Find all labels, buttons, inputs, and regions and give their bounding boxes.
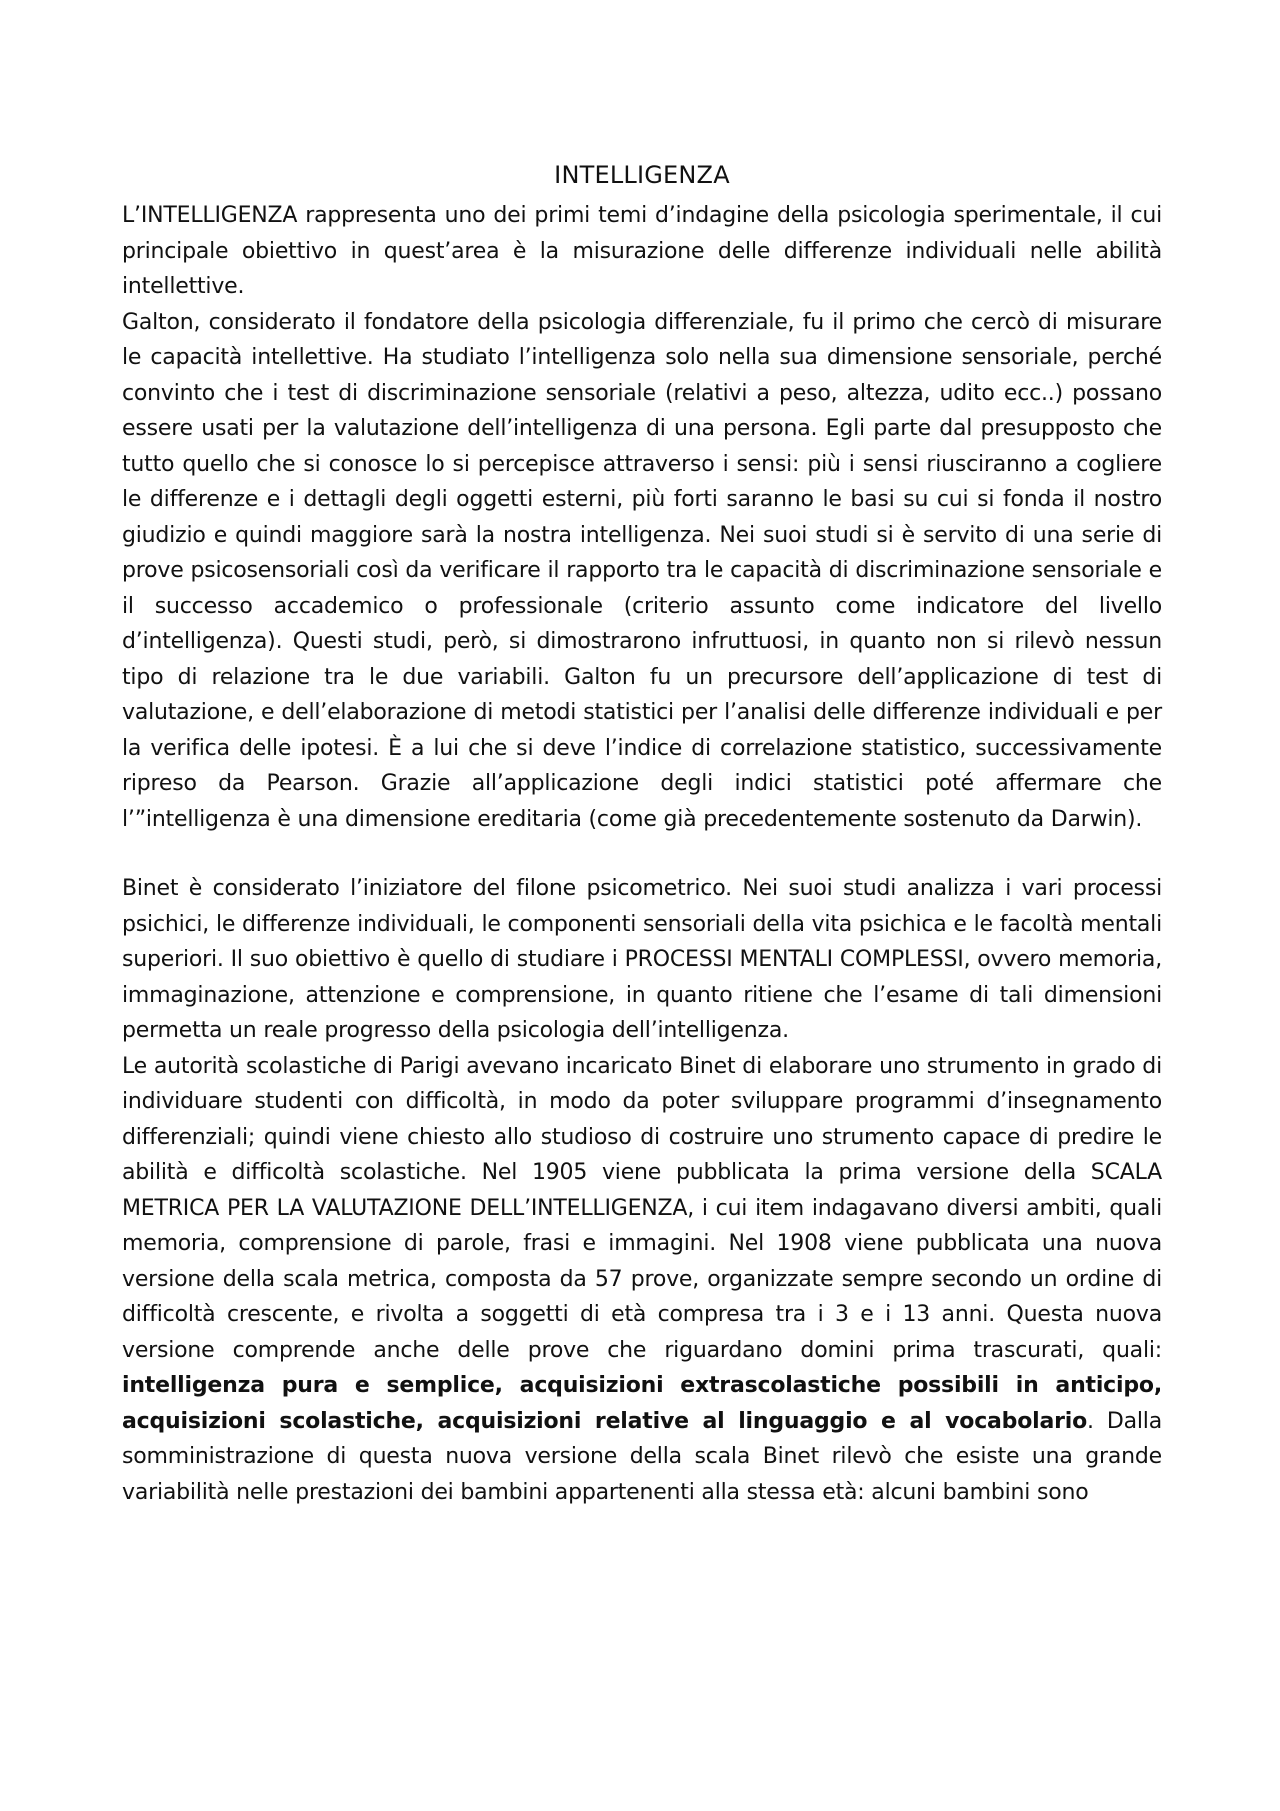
paragraph-intro: L’INTELLIGENZA rappresenta uno dei primi temi d’indagine della psicologia sperimentale, il cui principale obiettivo in quest’area è la misurazione delle differenze individuali nelle abilità intellettive. [122, 203, 1162, 299]
document-page [122, 158, 1162, 1510]
paragraph-binet: Binet è considerato l’iniziatore del filone psicometrico. Nei suoi studi analizza i vari processi psichici, le differenze individuali, le componenti sensoriali della vita psichica e le facoltà mentali superiori. Il suo obiettivo è quello di studiare i PROCESSI MENTALI COMPLESSI, ovvero memoria, immaginazione, attenzione e comprensione, in quanto ritiene che l’esame di tali dimensioni permetta un reale progresso della psicologia dell’intelligenza. [122, 876, 1162, 1043]
paragraph-binet-scale-tail: . Dalla somministrazione di questa nuova versione della scala Binet rilevò che esiste una grande variabilità nelle prestazioni dei bambini appartenenti alla stessa età: alcuni bambini sono [122, 1408, 1162, 1505]
paragraph-binet-scale-lead: Le autorità scolastiche di Parigi avevano incaricato Binet di elaborare uno strumento in grado di individuare studenti con difficoltà, in modo da poter sviluppare programmi d’insegnamento differenziali; quindi viene chiesto allo studioso di costruire uno strumento capace di predire le abilità e difficoltà scolastiche. Nel 1905 viene pubblicata la prima versione della SCALA METRICA PER LA VALUTAZIONE DELL’INTELLIGENZA, i cui item indagavano diversi ambiti, quali memoria, comprensione di parole, frasi e immagini. Nel 1908 viene pubblicata una nuova versione della scala metrica, composta da 57 prove, organizzate sempre secondo un ordine di difficoltà crescente, e rivolta a soggetti di età compresa tra i 3 e i 13 anni. Questa nuova versione comprende anche delle prove che riguardano domini prima trascurati, quali: [122, 1053, 1162, 1363]
paragraph-galton: Galton, considerato il fondatore della psicologia differenziale, fu il primo che cercò di misurare le capacità intellettive. Ha studiato l’intelligenza solo nella sua dimensione sensoriale, perché convinto che i test di discriminazione sensoriale (relativi a peso, altezza, udito ecc..) possano essere usati per la valutazione dell’intelligenza di una persona. Egli parte dal presupposto che tutto quello che si conosce lo si percepisce attraverso i sensi: più i sensi riusciranno a cogliere le differenze e i dettagli degli oggetti esterni, più forti saranno le basi su cui si fonda il nostro giudizio e quindi maggiore sarà la nostra intelligenza. Nei suoi studi si è servito di una serie di prove psicosensoriali così da verificare il rapporto tra le capacità di discriminazione sensoriale e il successo accademico o professionale (criterio assunto come indicatore del livello d’intelligenza). Questi studi, però, si dimostrarono infruttuosi, in quanto non si rilevò nessun tipo di relazione tra le due variabili. Galton fu un precursore dell’applicazione di test di valutazione, e dell’elaborazione di metodi statistici per l’analisi delle differenze individuali e per la verifica delle ipotesi. È a lui che si deve l’indice di correlazione statistico, successivamente ripreso da Pearson. Grazie all’applicazione degli indici statistici poté affermare che l’”intelligenza è una dimensione ereditaria (come già precedentemente sostenuto da Darwin). [122, 309, 1162, 832]
paragraph-binet-scale [122, 1049, 1162, 1511]
paragraph-spacer [122, 837, 1162, 871]
page-title: INTELLIGENZA [554, 161, 730, 189]
paragraph-binet-scale-domains: intelligenza pura e semplice, acquisizioni extrascolastiche possibili in anticipo, acquisizioni scolastiche, acquisizioni relative al linguaggio e al vocabolario [122, 1373, 1162, 1434]
